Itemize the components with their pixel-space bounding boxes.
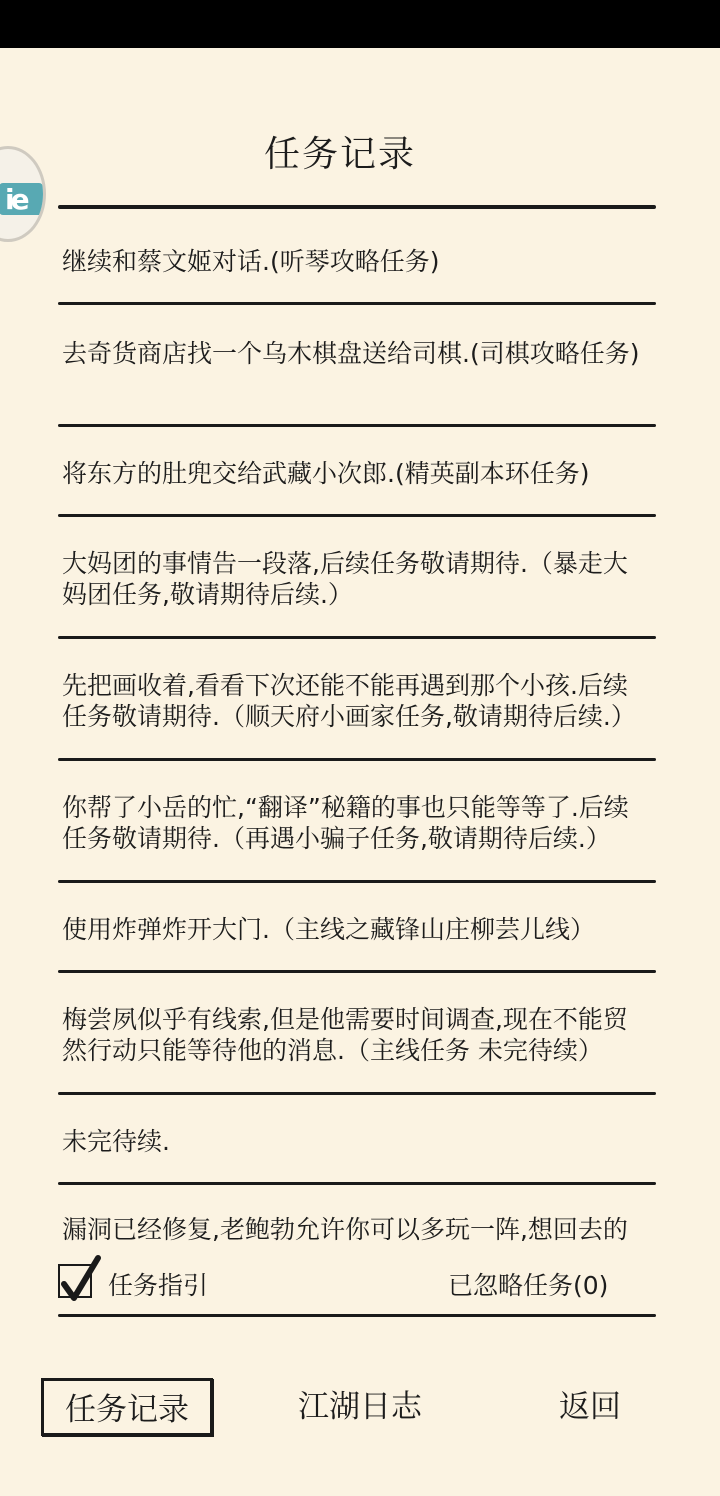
task-divider [58,1182,656,1185]
tab-task-records[interactable]: 任务记录 [41,1378,213,1436]
task-item[interactable]: 将东方的肚兜交给武藏小次郎.(精英副本环任务) [62,459,590,488]
task-list[interactable] [0,210,720,1243]
task-divider [58,302,656,305]
task-divider [58,758,656,761]
task-item[interactable]: 使用炸弹炸开大门.（主线之藏锋山庄柳芸儿线） [62,915,595,944]
task-divider [58,636,656,639]
task-divider [58,424,656,427]
task-guide-label: 任务指引 [108,1271,209,1300]
status-bar [0,0,720,48]
task-item[interactable]: 你帮了小岳的忙,“翻译”秘籍的事也只能等等了.后续任务敬请期待.（再遇小骗子任务,敬请期待后续.） [62,793,629,853]
task-divider [58,970,656,973]
task-item[interactable]: 去奇货商店找一个乌木棋盘送给司棋.(司棋攻略任务) [62,339,640,368]
page-title: 任务记录 [263,134,416,175]
app-badge-text: ie [5,183,26,216]
back-button[interactable]: 返回 [559,1389,621,1425]
task-item[interactable]: 未完待续. [62,1127,170,1156]
task-divider [58,1092,656,1095]
task-item[interactable]: 漏洞已经修复,老鲍勃允许你可以多玩一阵,想回去的 [62,1215,628,1243]
tab-jianghu-journal[interactable]: 江湖日志 [298,1389,422,1425]
task-item[interactable]: 大妈团的事情告一段落,后续任务敬请期待.（暴走大妈团任务,敬请期待后续.） [62,549,628,609]
checkmark-icon [58,1254,104,1306]
task-guide-checkbox[interactable] [58,1264,92,1298]
task-item[interactable]: 先把画收着,看看下次还能不能再遇到那个小孩.后续任务敬请期待.（顺天府小画家任务,敬请期待后续.） [62,671,636,731]
task-item[interactable]: 继续和蔡文姬对话.(听琴攻略任务) [62,247,440,276]
title-divider [58,205,656,209]
task-divider [58,880,656,883]
footer-divider [58,1314,656,1317]
task-item[interactable]: 梅尝夙似乎有线索,但是他需要时间调查,现在不能贸然行动只能等待他的消息.（主线任务 未完待续） [62,1005,628,1065]
task-divider [58,514,656,517]
ignored-tasks-button[interactable]: 已忽略任务(0) [448,1271,609,1300]
